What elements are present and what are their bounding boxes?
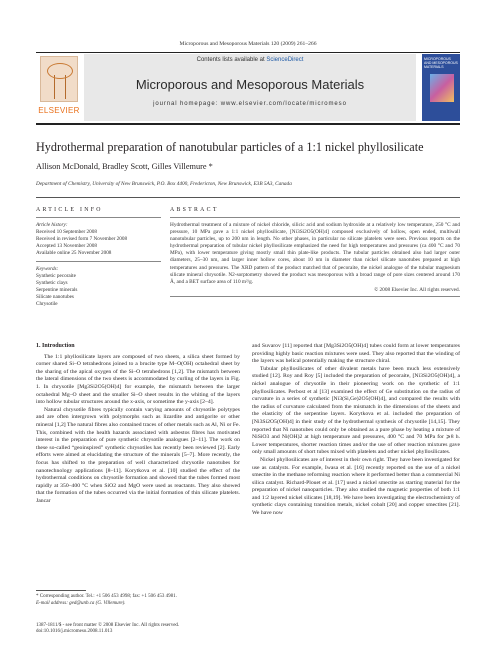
info-divider (36, 261, 161, 262)
history-item: Received in revised form 7 November 2008 (36, 236, 128, 242)
abstract-panel (170, 207, 460, 297)
history-item: Accepted 13 November 2008 (36, 243, 97, 249)
abstract-divider (170, 217, 460, 218)
elsevier-tree-icon (40, 56, 78, 102)
front-matter-info (36, 623, 240, 636)
paragraph: and Suvarov [11] reported that [Mg3Si2O5(OH)4] tubes could form at lower temperatures providing highly basic reaction mixtures were used. They also reported that the winding of the layers was helical potentially making the structure chiral. (252, 343, 460, 365)
history-item: Available online 25 November 2008 (36, 250, 112, 256)
paragraph: The 1:1 phyllosilicate layers are composed of two sheets, a silica sheet formed by corner shared Si–O tetrahedrons joined to a brucite type M–O(OH) octahedral sheet by the sharing of the apical oxygen of the Si–O tetrahedrons [1,2]. The mismatch between the lateral dimensions of the two sheets is accommodated by curling of the layers in Fig. 1. In chrysotile [Mg3Si2O5(OH)4] for example, the mismatch between the larger octahedral Mg–O sheet and the smaller Si–O sheet results in the whiting of the layers into hollow tubular structures around the x-axis, or sometime the y-axis [2–4]. (36, 353, 240, 406)
abstract-text: Hydrothermal treatment of a mixture of nickel chloride, silicic acid and sodium hydroxide at a relatively low temperature, 250 °C and pressure, 10 MPa gave a 1:1 nickel phyllosilicate, [Ni3Si2O5(OH)4] composed exclusively of hollow, open ended, multiwall nanotubular particles, up to 200 nm in length. No other phases, in particular no silicate platelets were seen. Previous reports on the hydrothermal preparation of tubular nickel phyllosilicate emphasized the need for high temperatures and pressures (ca 400 °C and 70 MPa), with lower temperature giving mostly small thin plate-like products. The tubular particles obtained also had larger outer diameters, 25–30 nm, and larger inner hollow cores, about 10 nm in diameter than nickel silicate nanotubes prepared at high temperatures and pressures. The XRD pattern of the product matched that of pecoraite, the nickel analogue of the tubular magnesium silicate mineral chrysotile. N2-sorptometry showed the product was mesoporous with a broad range of pore sizes centered around 170 Å, and a BET surface area of 110 m²/g. (170, 222, 460, 285)
cover-title: MICROPOROUS AND MESOPOROUS MATERIALS (424, 57, 458, 69)
article-title: Hydrothermal preparation of nanotubular particles of a 1:1 nickel phyllosilicate (36, 140, 424, 154)
keyword-item: Serpentine minerals (36, 287, 78, 293)
journal-cover-thumbnail[interactable] (422, 54, 460, 121)
email-address[interactable]: E-mail address: ged@unb.ca (G. Villemure). (36, 600, 126, 606)
abstract-divider (170, 296, 460, 297)
abstract-heading: ABSTRACT (170, 207, 219, 213)
affiliation: Department of Chemistry, University of New Brunswick, P.O. Box 4400, Fredericton, New Brunswick, E3B 5A3, Canada (36, 181, 292, 187)
journal-homepage-link[interactable]: journal homepage: www.elsevier.com/locate/micromeso (153, 101, 347, 107)
keywords-label: Keywords: (36, 266, 59, 272)
publisher-logo[interactable] (36, 54, 80, 120)
info-divider (36, 217, 161, 218)
header-rule (36, 197, 460, 198)
issn-line: 1387-1811/$ - see front matter © 2008 Elsevier Inc. All rights reserved. (36, 623, 180, 628)
body-column-left (36, 343, 240, 505)
article-history (36, 222, 161, 257)
keyword-item: Silicate nanotubes (36, 294, 74, 300)
publisher-name: ELSEVIER (38, 106, 80, 115)
keyword-item: Chrysotile (36, 301, 58, 307)
paragraph: Natural chrysotile fibres typically contain varying amounts of chrysotile polytypes and are often intergrown with polymorphs such as lizardite and antigorite or other mineral [1,2] The natural fibres also contained traces of other metals such as Al, Ni or Fe. This, combined with the health hazards associated with asbestos fibres has motivated interest in the preparation of pure synthetic chrysotile analogues [2–11]. The work on these so-called “geoinspired” synthetic chrysotiles has recently been reviewed [2]. Early efforts were aimed at elucidating the structure of the minerals [5–7]. More recently, the focus has shifted to the preparation of well characterized chrysotile nanotubes for nanotechnology applications [8–11]. Korytkova et al. [10] studied the effect of the hydrothermal conditions on chrysotile formation and showed that the tubes formed most rapidly at 350–400 °C when SiO2 and MgO were used as reactants. They also showed that the formation of the tubes occurred via the initial formation of thin silicate platelets. Jancar (36, 406, 240, 504)
keyword-item: Synthetic pecoraite (36, 273, 76, 279)
contents-prefix: Contents lists available at (196, 57, 267, 63)
article-info-heading: ARTICLE INFO (36, 207, 103, 213)
keywords (36, 266, 161, 308)
paragraph: Nickel phyllosilicates are of interest in their own right. They have been investigated for use as catalysts. For example, Iwasa et al. [16] recently reported on the use of a nickel smectite in the methane reforming reaction where it performed better than a commercial Ni silica catalyst. Richard-Plouet et al. [17] used a nickel smectite as starting material for the preparation of nickel nanoparticles. They also studied the magnetic properties of both 1:1 and 1:2 layered nickel silicates [18,19]. We have been investigating the electrochemistry of synthetic clays containing transition metals, nickel cobalt [20] and copper smectites [21]. We have now (252, 456, 460, 517)
article-info-panel (36, 207, 161, 308)
sciencedirect-link[interactable]: ScienceDirect (266, 57, 304, 63)
contents-line (84, 57, 416, 63)
body-column-right (252, 343, 460, 518)
footnote-rule (36, 590, 86, 591)
citation-line: Microporous and Mesoporous Materials 120 (2009) 261–266 (179, 41, 317, 47)
paragraph: Tubular phyllosilicates of other divalent metals have been much less extensively studied [12]. Roy and Roy [5] included the preparation of pecoraite, [Ni3Si2O5(OH)4], a nickel analogue of chrysotile in their pioneering work on the synthetic of 1:1 phyllosilicates. Perbost et al [13] examined the effect of Ge substitution on the radius of curvature in a series of synthetic [Ni3(Si,Ge)2O5(OH)4], and compared the results with the radius of curvature calculated from the mismatch in the dimensions of the sheets and the elasticity of the serpentine layers. Korytkova et al. included the preparation of [Ni3Si2O5(OH)4] in their study of the hydrothermal synthesis of chrysotile [14,15]. They reported that Ni nanotubes could only be obtained as a pure phase by heating a mixture of NiSiO3 and Ni(OH)2 at high temperature and pressures, 400 °C and 70 MPa for ⩾8 h. Lower temperatures, shorter reaction times and/or the use of other reaction mixtures gave only small amounts of short tubes mixed with platelets and other nickel phyllosilicates. (252, 365, 460, 456)
author-list: Allison McDonald, Bradley Scott, Gilles Villemure * (36, 162, 213, 171)
corresponding-author: * Corresponding author. Tel.: +1 506 453 4998; fax: +1 506 453 4981. (36, 594, 177, 599)
copyright: © 2008 Elsevier Inc. All rights reserved. (374, 286, 460, 293)
cover-image (430, 74, 454, 102)
history-item: Received 10 September 2008 (36, 229, 97, 235)
section-heading: 1. Introduction (36, 343, 75, 349)
journal-title: Microporous and Mesoporous Materials (135, 77, 365, 92)
footnote (36, 590, 240, 607)
keyword-item: Synthetic clays (36, 280, 68, 286)
history-label: Article history: (36, 222, 68, 228)
doi-link[interactable]: doi:10.1016/j.micromeso.2008.11.013 (36, 629, 113, 635)
